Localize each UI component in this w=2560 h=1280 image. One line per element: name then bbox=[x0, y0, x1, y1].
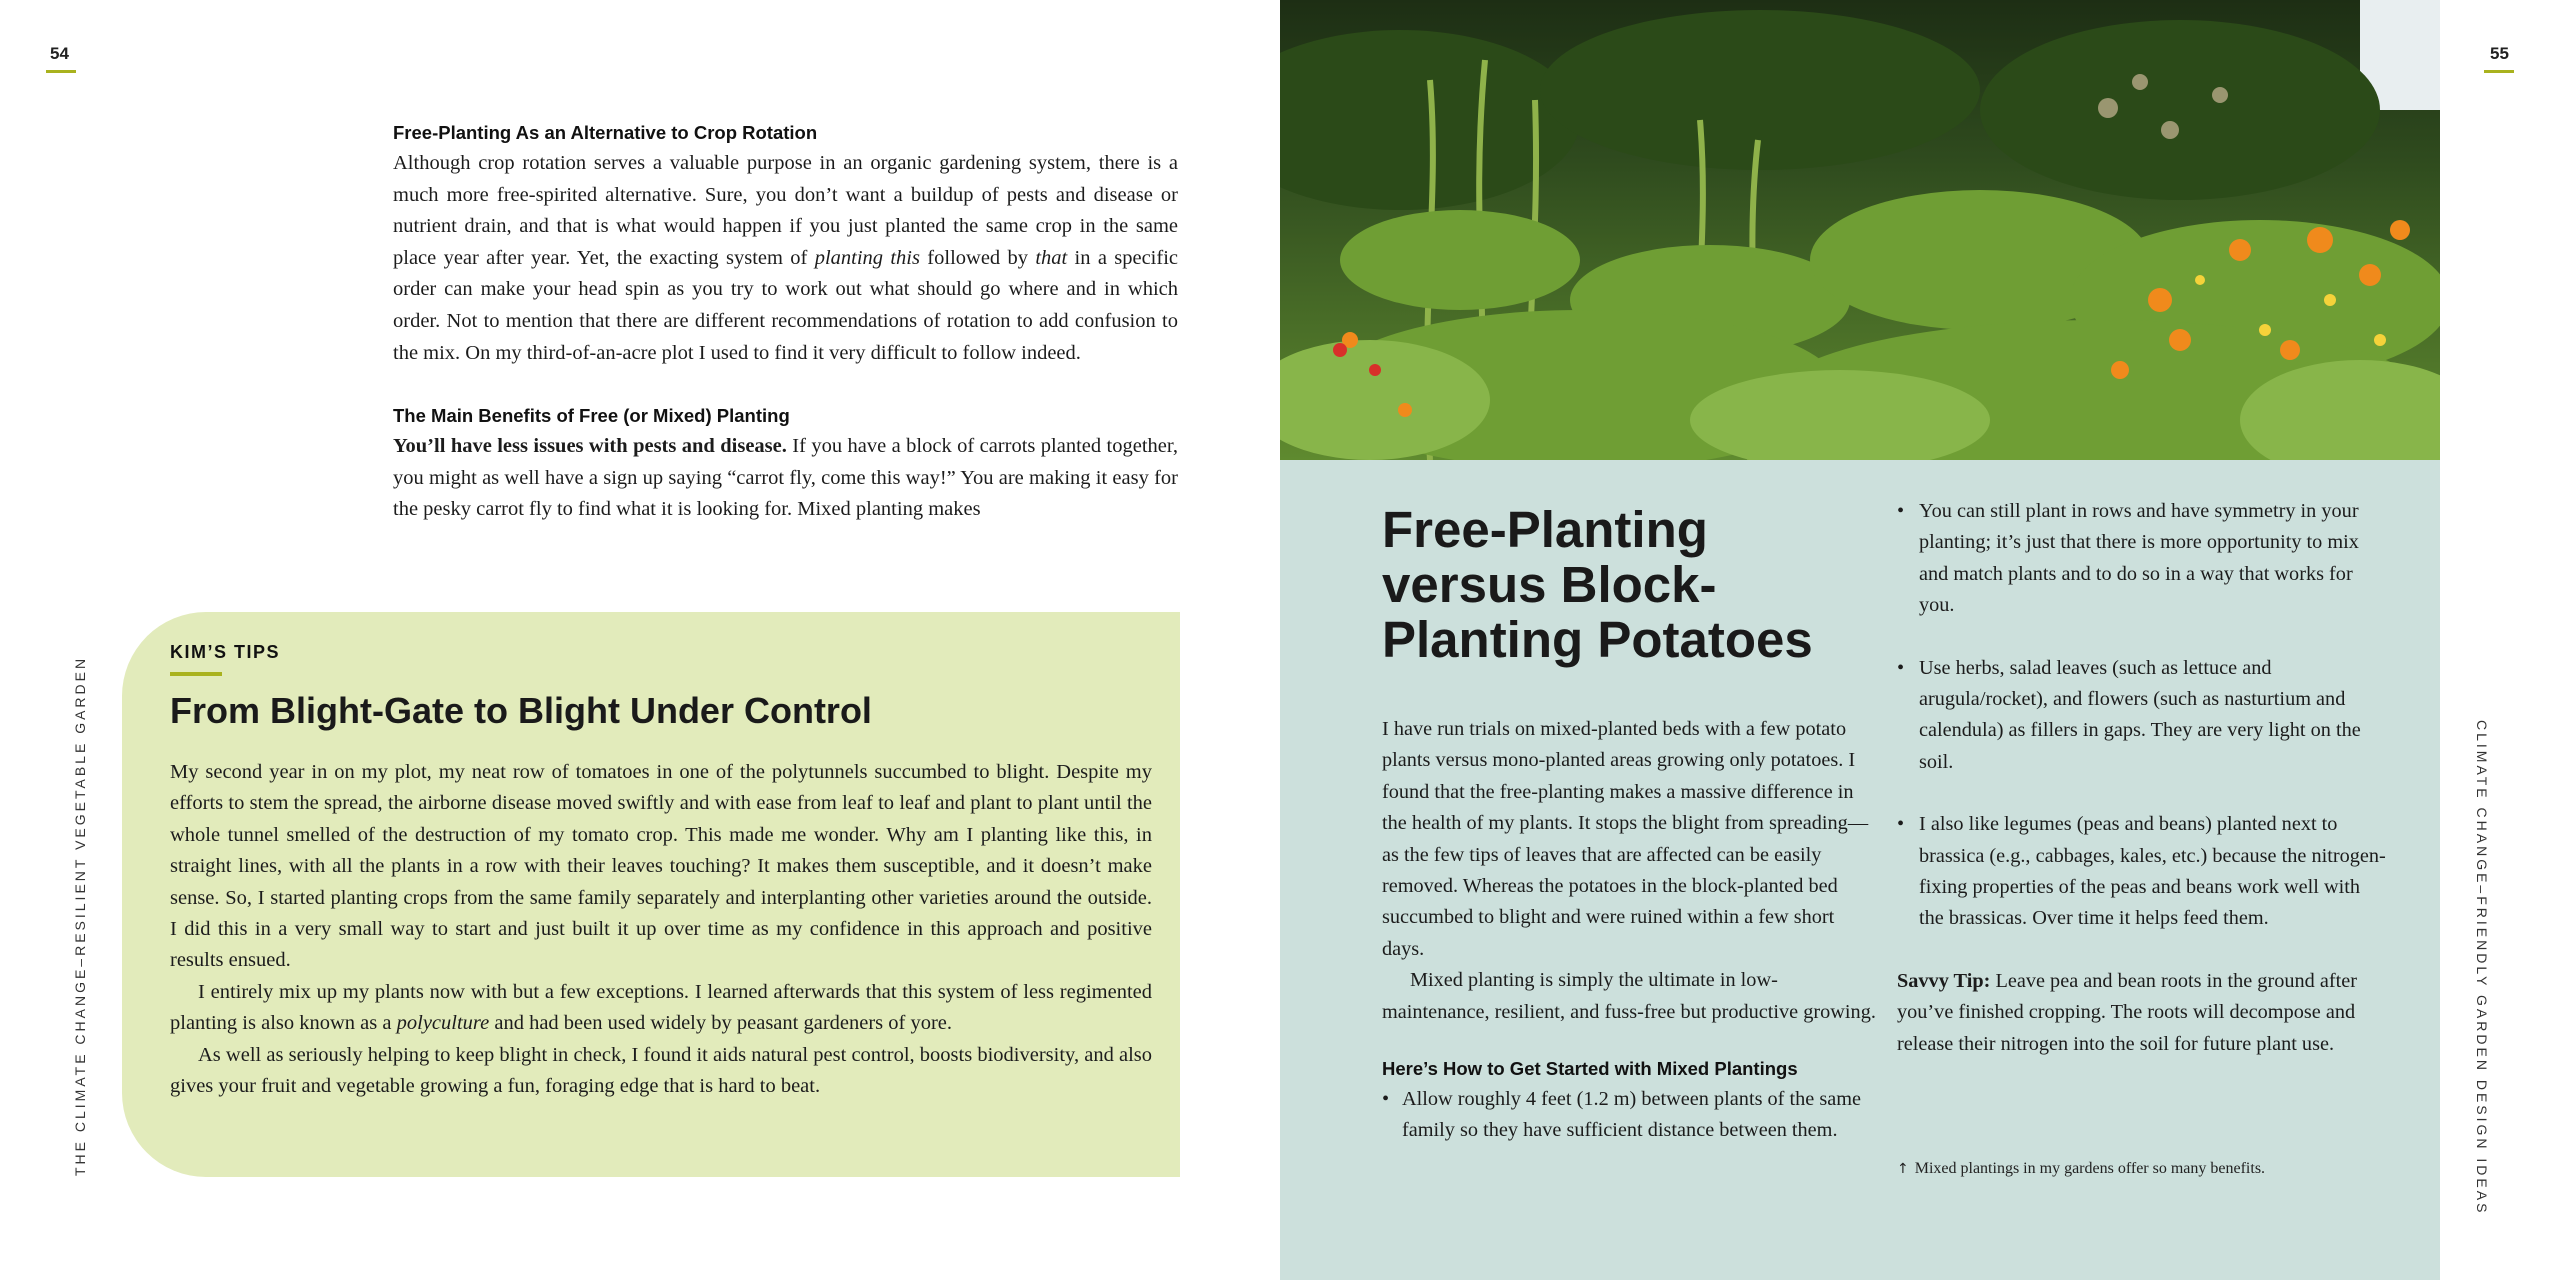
tip-bullet: • Use herbs, salad leaves (such as lettuce and arugula/rocket), and flowers (such as nasturtium and calendula) as fillers in gaps. They are very light on the soil. bbox=[1897, 653, 2387, 779]
section-heading-benefits: The Main Benefits of Free (or Mixed) Planting bbox=[393, 405, 790, 427]
tip-body bbox=[170, 757, 1152, 1102]
page-number-rule-right bbox=[2484, 70, 2514, 73]
garden-photo bbox=[1280, 0, 2440, 460]
tip-paragraph-3: As well as seriously helping to keep blight in check, I found it aids natural pest control, boosts biodiversity, and also gives your fruit and vegetable growing a fun, foraging edge that is hard to beat. bbox=[170, 1043, 1152, 1098]
page-number-left: 54 bbox=[50, 44, 69, 63]
tip-bullet: • I also like legumes (peas and beans) planted next to brassica (e.g., cabbages, kales, etc.) because the nitrogen-fixing properties of the peas and beans work well with the brassicas. Over time it helps feed them. bbox=[1897, 809, 2387, 935]
benefits-paragraph: You’ll have less issues with pests and disease. If you have a block of carrots planted together, you might as well have a sign up saying “carrot fly, come this way!” You are making it easy for the pesky carrot fly to find what it is looking for. Mixed planting makes bbox=[393, 435, 1179, 521]
tip-label: KIM’S TIPS bbox=[170, 642, 281, 662]
crop-rotation-paragraph: Although crop rotation serves a valuable purpose in an organic gardening system, there is a much more free-spirited alternative. Sure, you don’t want a buildup of pests and disease or nutrient drain, and that is what would happen if you just planted the same crop in the same place year after year. Yet, the exacting system of planting this followed by that in a specific order can make your head spin as you try to work out what should go where and in which order. Not to mention that there are different recommendations of rotation to add confusion to the mix. On my third-of-an-acre plot I used to find it very difficult to follow indeed. bbox=[393, 152, 1178, 364]
tip-label-rule bbox=[170, 672, 222, 676]
howto-heading: Here’s How to Get Started with Mixed Plantings bbox=[1382, 1058, 1798, 1080]
benefits-lead: You’ll have less issues with pests and disease. bbox=[393, 435, 787, 458]
article-paragraph-1: I have run trials on mixed-planted beds with a few potato plants versus mono-planted areas growing only potatoes. I found that the free-planting makes a massive difference in the health of my plants. It stops the blight from spreading—as the few tips of leaves that are affected can be easily removed. Whereas the potatoes in the block-planted bed succumbed to blight and were ruined within a few short days. bbox=[1382, 718, 1869, 960]
savvy-tip: Savvy Tip: Leave pea and bean roots in the ground after you’ve finished cropping. The roots will decompose and release their nitrogen into the soil for future plant use. bbox=[1897, 969, 2357, 1055]
page-number-rule-left bbox=[46, 70, 76, 73]
arrow-up-icon: ↑ bbox=[1897, 1161, 1909, 1177]
running-head-right: CLIMATE CHANGE–FRIENDLY GARDEN DESIGN IDEAS bbox=[2474, 720, 2490, 1216]
running-head-left: THE CLIMATE CHANGE–RESILIENT VEGETABLE GARDEN bbox=[72, 655, 88, 1176]
page-number-right: 55 bbox=[2490, 44, 2509, 63]
article-headline: Free-Planting versus Block-Planting Potatoes bbox=[1382, 501, 1813, 668]
article-column-2 bbox=[1897, 496, 2387, 1060]
caption-text: Mixed plantings in my gardens offer so many benefits. bbox=[1914, 1160, 2266, 1177]
section-heading-crop-rotation: Free-Planting As an Alternative to Crop Rotation bbox=[393, 122, 818, 143]
body-column bbox=[393, 118, 1178, 526]
tip-paragraph-1: My second year in on my plot, my neat row of tomatoes in one of the polytunnels succumbed to blight. Despite my efforts to stem the spread, the airborne disease moved swiftly and with ease from leaf to leaf and plant to plant until the whole tunnel smelled of the destruction of my tomato crop. This made me wonder. Why am I planting like this, in straight lines, with all the plants in a row with their leaves touching? It makes them susceptible, and it doesn’t make sense. So, I started planting crops from the same family separately and interplanting other varieties around the outside. I did this in a very small way to start and just built it up over time as my confidence in this approach and positive results ensued. bbox=[170, 761, 1152, 972]
howto-bullet: • Allow roughly 4 feet (1.2 m) between plants of the same family so they have sufficient distance between them. bbox=[1382, 1084, 1879, 1147]
savvy-tip-label: Savvy Tip: bbox=[1897, 969, 1991, 992]
article-paragraph-2: Mixed planting is simply the ultimate in low-maintenance, resilient, and fuss-free but productive growing. bbox=[1382, 969, 1876, 1023]
photo-caption bbox=[1897, 1160, 2265, 1178]
article-column-1 bbox=[1382, 714, 1879, 1147]
tip-bullet: • You can still plant in rows and have symmetry in your planting; it’s just that there is more opportunity to mix and match plants and to do so in a way that works for you. bbox=[1897, 496, 2387, 622]
tip-title: From Blight-Gate to Blight Under Control bbox=[170, 690, 872, 731]
tip-paragraph-2: I entirely mix up my plants now with but a few exceptions. I learned afterwards that this system of less regimented planting is also known as a polyculture and had been used widely by peasant gardeners of yore. bbox=[170, 980, 1152, 1035]
